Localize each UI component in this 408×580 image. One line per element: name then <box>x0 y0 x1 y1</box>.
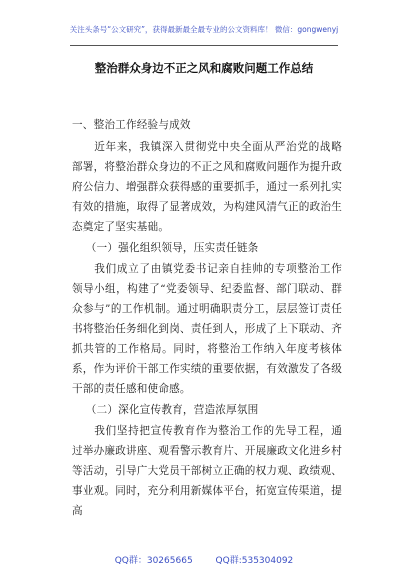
header-divider <box>70 45 338 46</box>
qq-group-2: QQ群:535304092 <box>215 556 294 566</box>
footer-contact <box>0 553 408 566</box>
document-body <box>72 115 342 521</box>
qq-group-1: QQ群：30265665 <box>114 556 193 566</box>
subsection-paragraph-2: 我们坚持把宣传教育作为整治工作的先导工程，通过举办廉政讲座、观看警示教育片、开展廉政文化进乡村等活动，引导广大党员干部树立正确的权力观、政绩观、事业观。同时，充分利用新媒体平台，拓宽宣传渠道，提高 <box>72 425 342 517</box>
header-banner: 关注头条号“公文研究”，获得最新最全最专业的公文资料库！ 微信：gongwenyj <box>69 25 339 34</box>
intro-paragraph: 近年来，我镇深入贯彻党中央全面从严治党的战略部署，将整治群众身边的不正之风和腐败问题作为提升政府公信力、增强群众获得感的重要抓手，通过一系列扎实有效的措施，取得了显著成效，为构建风清气正的政治生态奠定了坚实基础。 <box>72 141 342 233</box>
subsection-heading-2: （二）深化宣传教育，营造浓厚氛围 <box>85 404 259 416</box>
section-heading: 一、整治工作经验与成效 <box>72 119 191 131</box>
subsection-paragraph-1: 我们成立了由镇党委书记亲自挂帅的专项整治工作领导小组，构建了“党委领导、纪委监督、部门联动、群众参与”的工作机制。通过明确职责分工，层层签订责任书将整治任务细化到岗、责任到人，形成了上下联动、齐抓共管的工作格局。同时，将整治工作纳入年度考核体系，作为评价干部工作实绩的重要依据，有效激发了各级干部的责任感和使命感。 <box>72 263 342 395</box>
document-title: 整治群众身边不正之风和腐败问题工作总结 <box>94 61 314 75</box>
subsection-heading-1: （一）强化组织领导，压实责任链条 <box>85 242 259 254</box>
